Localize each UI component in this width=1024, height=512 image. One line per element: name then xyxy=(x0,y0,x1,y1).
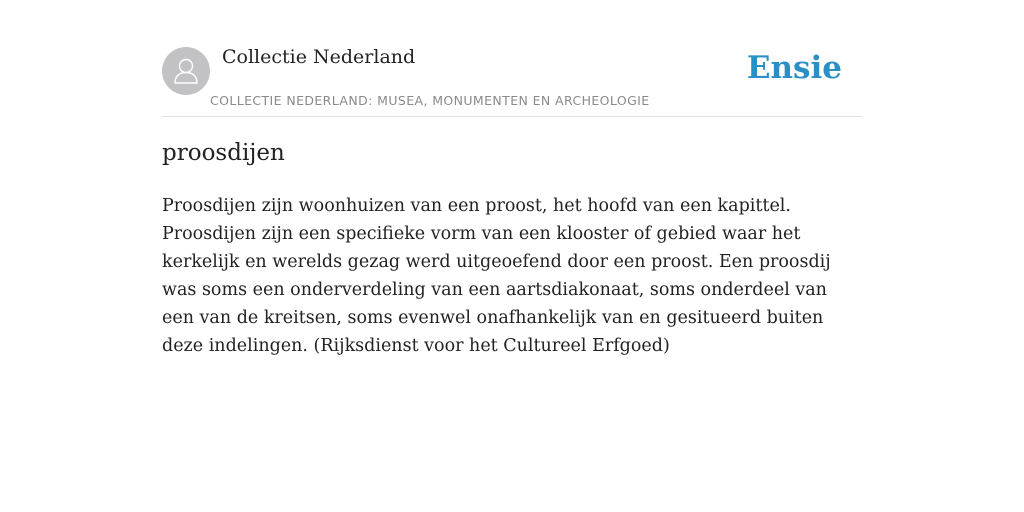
source-label[interactable]: COLLECTIE NEDERLAND: MUSEA, MONUMENTEN EN ARCHEOLOGIE xyxy=(210,93,650,108)
entry-definition: Proosdijen zijn woonhuizen van een proost, het hoofd van een kapittel. Proosdijen zijn een specifieke vorm van een klooster of gebied waar het kerkelijk en werelds gezag werd uitgeoefend door een proost. Een proosdij was soms een onderverdeling van een aartsdiakonaat, soms onderdeel van een van de kreitsen, soms evenwel onafhankelijk van en gesitueerd buiten deze indelingen. (Rijksdienst voor het Cultureel Erfgoed) xyxy=(162,196,831,356)
entry-term: proosdijen xyxy=(162,140,285,166)
ensie-logo[interactable]: Ensie xyxy=(746,50,842,86)
avatar[interactable] xyxy=(162,47,210,95)
entry-header xyxy=(162,0,862,117)
author-name[interactable]: Collectie Nederland xyxy=(222,46,416,68)
user-icon xyxy=(162,47,210,95)
entry-card xyxy=(162,0,862,356)
